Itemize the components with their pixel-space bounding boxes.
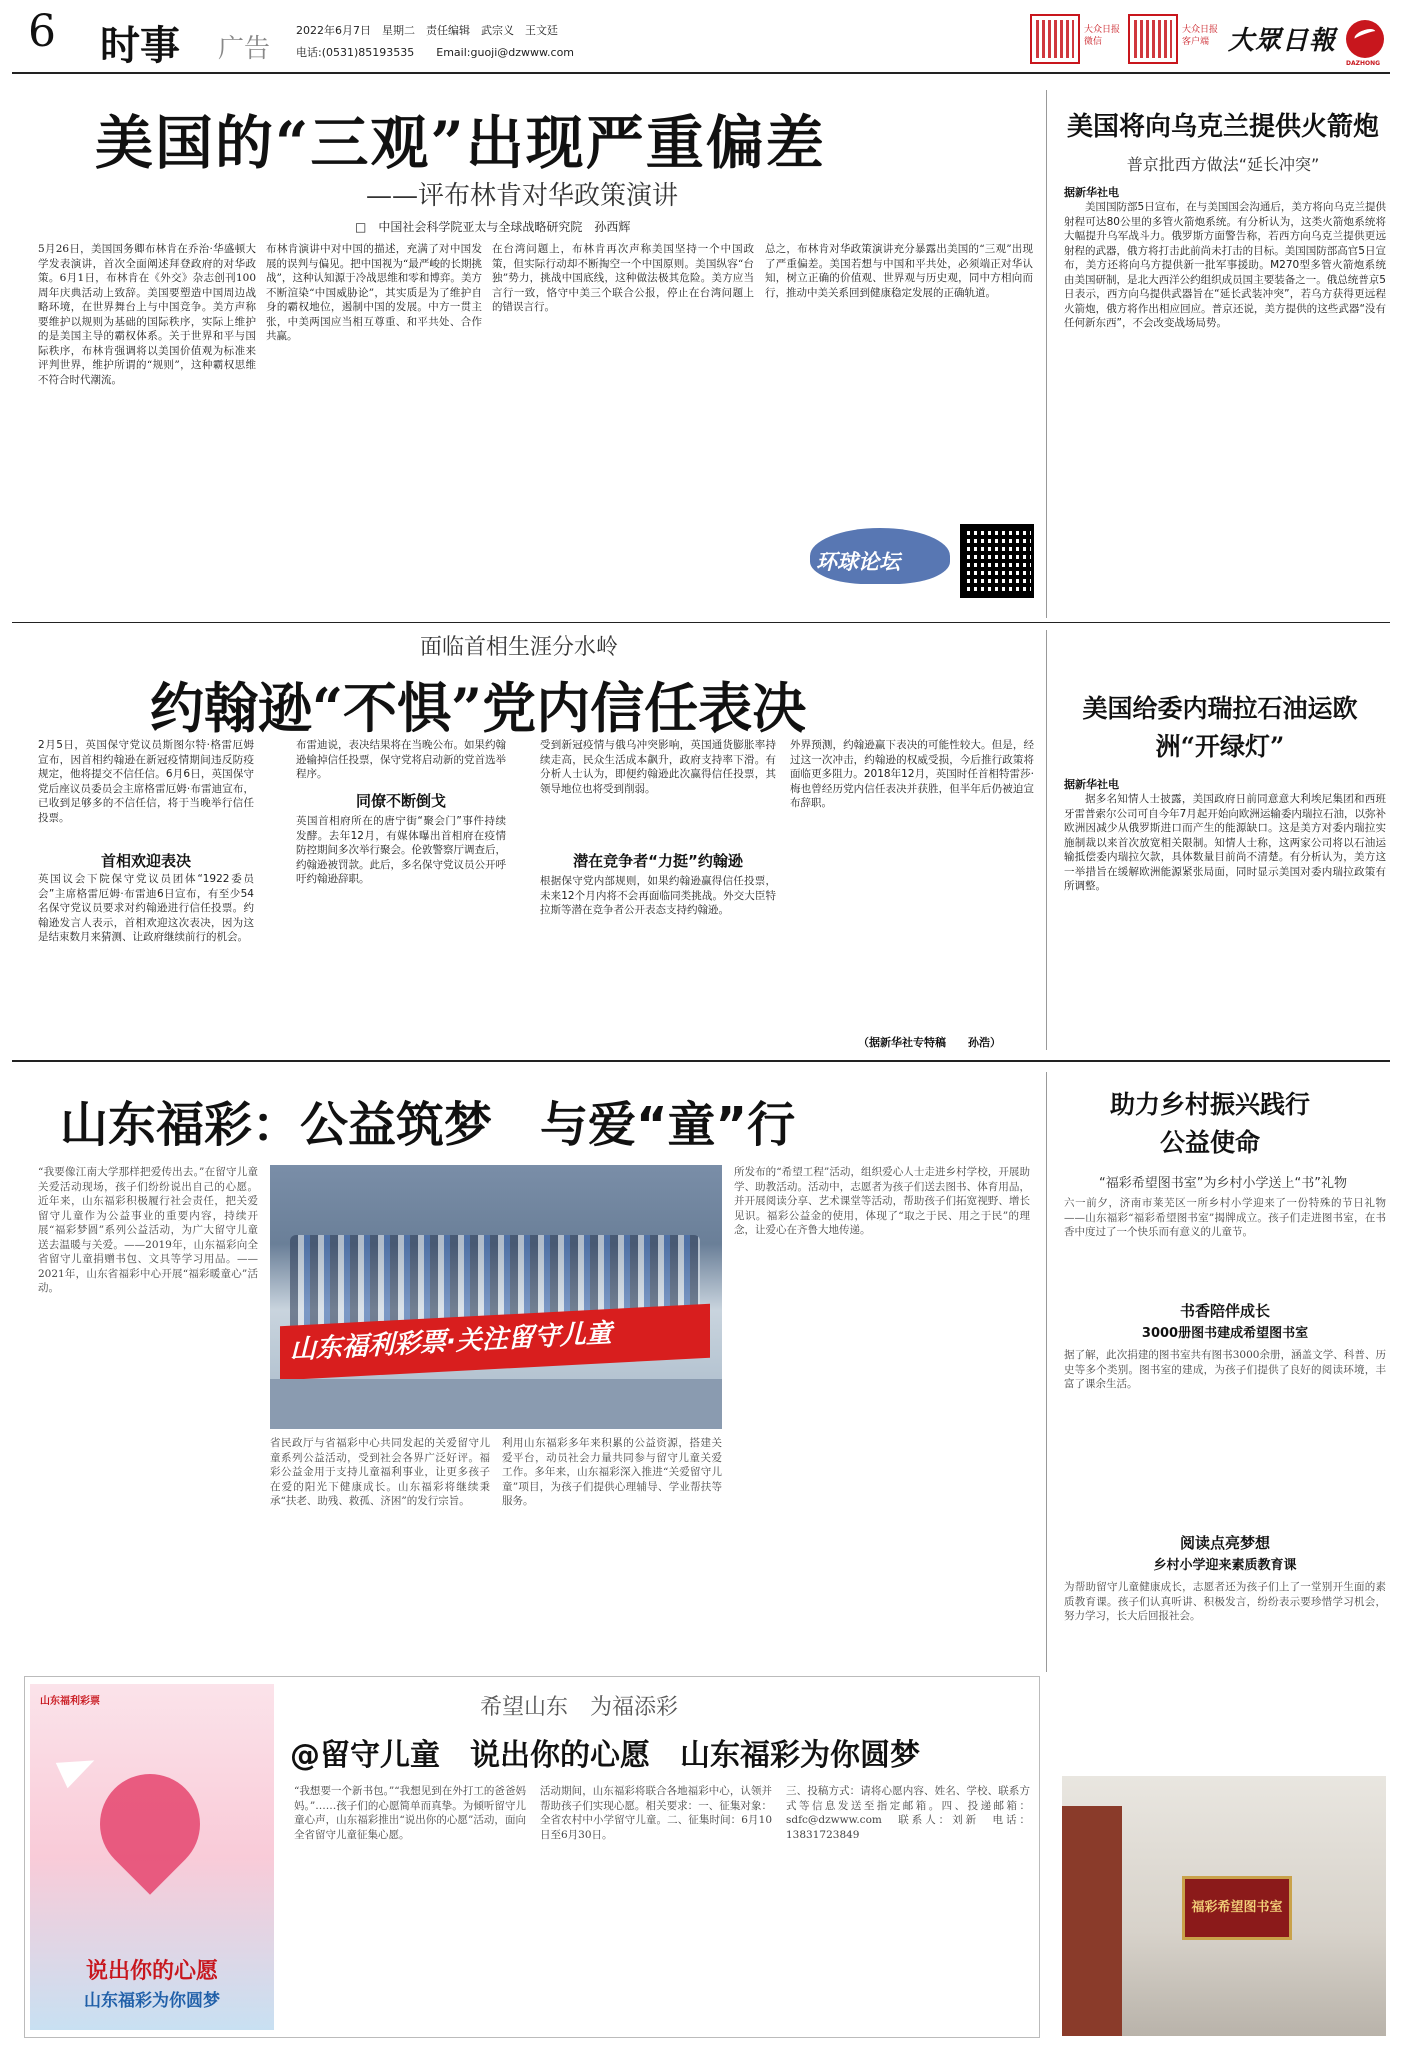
lead-headline: 美国的“三观”出现严重偏差 <box>95 109 826 177</box>
right3-subhead-2b: 乡村小学迎来素质教育课 <box>1153 1558 1297 1573</box>
johnson-headline: 约翰逊“不惧”党内信任表决 <box>150 676 807 740</box>
johnson-kicker: 面临首相生涯分水岭 <box>420 635 619 660</box>
promo-column-2: 活动期间，山东福彩将联合各地福彩中心，认领并帮助孩子们实现心愿。相关要求：一、征集对象：全省农村中小学留守儿童。二、征集时间：6月10日至6月30日。 <box>540 1785 772 1841</box>
johnson-column-3b: 根据保守党内部规则，如果约翰逊赢得信任投票，未来12个月内将不会再面临同类挑战。外交大臣特拉斯等潜在竞争者公开表态支持约翰逊。 <box>540 875 776 916</box>
lead-byline: □ 中国社会科学院亚太与全球战略研究院 孙西辉 <box>355 220 631 234</box>
dateline: 2022年6月7日 星期二 责任编辑 武宗义 王文廷 <box>296 24 558 37</box>
lead-column-3: 在台湾问题上，布林肯再次声称美国坚持一个中国政策，但实际行动却不断掏空一个中国原则。美国纵容“台独”势力，挑战中国底线，这种做法极其危险。美方应当言行一致，恪守中美三个联合公报，停止在台湾问题上的错误言行。 <box>492 243 754 313</box>
promo-column-3: 三、投稿方式：请将心愿内容、姓名、学校、联系方式等信息发送至指定邮箱。四、投递邮箱：sdfc@dzwww.com 联系人：刘新 电话：13831723849 <box>786 1785 1030 1841</box>
page-number: 6 <box>28 6 56 57</box>
right1-subtitle: 普京批西方做法“延长冲突” <box>1126 155 1320 174</box>
promo-headline: @留守儿童 说出你的心愿 山东福彩为你圆梦 <box>290 1738 920 1773</box>
lottery-column-1: “我要像江南大学那样把爱传出去。”在留守儿童关爱活动现场，孩子们纷纷说出自己的心愿。近年来，山东福彩积极履行社会责任，把关爱留守儿童作为公益事业的重要内容，持续开展“福彩梦圆”系列公益活动，为广大留守儿童送去温暖与关爱。——2019年，山东福彩向全省留守儿童捐赠书包、文具等学习用品。——2021年，山东省福彩中心开展“福彩暖童心”活动。 <box>38 1166 258 1294</box>
heart-icon <box>79 1753 220 1894</box>
divider-1 <box>12 622 1390 623</box>
lead-column-1: 5月26日，美国国务卿布林肯在乔治·华盛顿大学发表演讲，首次全面阐述拜登政府的对华政策。6月1日，布林肯在《外交》杂志创刊100周年庆典活动上致辞。美国要塑造中国周边战略环境，在世界舞台上与中国竞争。美方声称要维护以规则为基础的国际秩序，实际上维护的是美国主导的霸权体系。关于世界和平与国际秩序，布林肯强调将以美国价值观为标准来评判世界，维护所谓的“规则”，这种霸权思维不符合时代潮流。 <box>38 243 256 386</box>
right3-headline: 助力乡村振兴践行公益使命 <box>1109 1090 1310 1157</box>
contact-line: 电话:(0531)85193535 Email:guoji@dzwww.com <box>296 46 575 59</box>
lottery-right-divider <box>1046 1072 1047 1672</box>
right1-body: 美国国防部5日宣布，在与美国国会沟通后，美方将向乌克兰提供射程可达80公里的多管火箭炮系统。有分析认为，这类火箭炮系统将大幅提升乌军战斗力。俄罗斯方面警告称，若西方向乌克兰提供更远射程的武器，俄方将打击此前尚未打击的目标。美国国防部高官5日宣布，美方还将向乌方提供新一批军事援助。M270型多管火箭炮系统由美国研制，是北大西洋公约组织成员国主要装备之一。俄总统普京5日表示，西方向乌提供武器旨在“延长武装冲突”，若乌方获得更远程火箭炮，俄方将作出相应回应。普京还说，美方提供的这些武器“没有任何新东西”，不会改变战场局势。 <box>1064 201 1386 329</box>
lead-column-4: 总之，布林肯对华政策演讲充分暴露出美国的“三观”出现了严重偏差。美国若想与中国和平共处，必须端正对华认知，树立正确的价值观、世界观与历史观，同中方相向而行，推动中美关系回到健康稳定发展的正确轨道。 <box>765 243 1033 299</box>
masthead-rule <box>12 72 1390 74</box>
right3-subtitle: “福彩希望图书室”为乡村小学送上“书”礼物 <box>1099 1176 1347 1191</box>
right2-dateline: 据新华社电 <box>1064 778 1119 791</box>
promo-poster <box>30 1684 274 2030</box>
right3-subhead-1b: 3000册图书建成希望图书室 <box>1141 1326 1309 1341</box>
section-title: 时事 <box>100 22 180 69</box>
johnson-column-2b: 英国首相府所在的唐宁街“聚会门”事件持续发酵。去年12月，有媒体曝出首相府在疫情防控期间多次举行聚会。伦敦警察厅调查后，约翰逊被罚款。此后，多名保守党议员公开呼吁约翰逊辞职。 <box>296 815 506 885</box>
library-plaque-photo <box>1062 1776 1386 2036</box>
right3-body-3: 为帮助留守儿童健康成长，志愿者还为孩子们上了一堂别开生面的素质教育课。孩子们认真听讲、积极发言，纷纷表示要珍惜学习机会，努力学习，长大后回报社会。 <box>1064 1581 1386 1622</box>
logo-emblem-icon <box>1346 20 1384 58</box>
johnson-column-1: 2月5日，英国保守党议员斯图尔特·格雷厄姆宣布，因首相约翰逊在新冠疫情期间违反防疫规定，他将提交不信任信。6月6日，英国保守党后座议员委员会主席格雷厄姆·布雷迪宣布，已收到足够多的不信任信，将于当晚举行信任投票。 <box>38 739 254 824</box>
lottery-column-2: 省民政厅与省福彩中心共同发起的关爱留守儿童系列公益活动，受到社会各界广泛好评。福彩公益金用于支持儿童福利事业，让更多孩子在爱的阳光下健康成长。山东福彩将继续秉承“扶老、助残、救孤、济困”的发行宗旨。 <box>270 1437 490 1507</box>
qr-code-wechat[interactable] <box>1030 14 1080 64</box>
right3-subhead-2: 阅读点亮梦想 <box>1179 1534 1270 1552</box>
qr-code-app[interactable] <box>1128 14 1178 64</box>
lottery-photo <box>270 1165 722 1429</box>
right1-headline: 美国将向乌克兰提供火箭炮 <box>1066 112 1379 142</box>
lead-subtitle: ——评布林肯对华政策演讲 <box>366 181 679 211</box>
promo-poster-line-1: 说出你的心愿 <box>85 1958 218 1984</box>
johnson-subhead-3: 潜在竞争者“力挺”约翰逊 <box>573 852 743 870</box>
lead-column-2: 布林肯演讲中对中国的描述，充满了对中国发展的误判与偏见。把中国视为“最严峻的长期挑战”，这种认知源于冷战思维和零和博弈。美方不断渲染“中国威胁论”，其实质是为了维护自身的霸权地位，遏制中国的发展。中方一贯主张，中美两国应当相互尊重、和平共处、合作共赢。 <box>266 243 482 342</box>
promo-kicker: 希望山东 为福添彩 <box>480 1695 679 1720</box>
logo-subtitle: DAZHONG <box>1346 60 1381 67</box>
masthead <box>0 0 1401 70</box>
promo-poster-line-2: 山东福彩为你圆梦 <box>84 1991 220 2011</box>
johnson-column-1b: 英国议会下院保守党议员团体“1922委员会”主席格雷厄姆·布雷迪6日宣布，有至少54名保守党议员要求对约翰逊进行信任投票。约翰逊发言人表示，首相欢迎这次表决，因为这是结束数月来猜测、让政府继续前行的机会。 <box>38 873 254 943</box>
johnson-subhead-2: 同僚不断倒戈 <box>355 792 446 810</box>
lead-right-divider <box>1046 90 1047 618</box>
promo-logo: 山东福利彩票 <box>40 1696 100 1707</box>
right1-dateline: 据新华社电 <box>1064 186 1119 199</box>
forum-qr-code[interactable] <box>960 524 1034 598</box>
photo-door <box>1062 1806 1122 2036</box>
right2-body: 据多名知情人士披露，美国政府日前同意意大利埃尼集团和西班牙雷普索尔公司可自今年7月起开始向欧洲运输委内瑞拉石油，以弥补欧洲因减少从俄罗斯进口而产生的能源缺口。这是美方对委内瑞拉实施制裁以来首次放宽相关限制。知情人士称，这两家公司将以石油运输抵偿委内瑞拉欠款，具体数量目前尚不清楚。有分析认为，美方这一举措旨在缓解欧洲能源紧张局面，同时显示美国对委内瑞拉政策有所调整。 <box>1064 793 1386 892</box>
right2-headline: 美国给委内瑞拉石油运欧洲“开绿灯” <box>1082 694 1358 761</box>
photo-banner-text: 山东福利彩票·关注留守儿童 <box>290 1318 612 1366</box>
newspaper-logo: 大眾日報 <box>1228 26 1337 56</box>
lottery-column-3: 所发布的“希望工程”活动，组织爱心人士走进乡村学校，开展助学、助教活动。活动中，志愿者为孩子们送去图书、体育用品，并开展阅读分享、艺术课堂等活动，帮助孩子们拓宽视野、增长见识。福彩公益金的使用，体现了“取之于民、用之于民”的理念，让爱心在齐鲁大地传递。 <box>734 1166 1030 1236</box>
right3-body-1: 六一前夕，济南市莱芜区一所乡村小学迎来了一份特殊的节日礼物——山东福彩“福彩希望图书室”揭牌成立。孩子们走进图书室，在书香中度过了一个快乐而有意义的儿童节。 <box>1064 1197 1386 1238</box>
forum-badge-label: 环球论坛 <box>816 549 900 574</box>
qr-caption-app: 大众日报 客户端 <box>1182 25 1219 47</box>
qr-caption-wechat: 大众日报 微信 <box>1084 25 1121 47</box>
lottery-column-4: 利用山东福彩多年来积累的公益资源，搭建关爱平台，动员社会力量共同参与留守儿童关爱工作。多年来，山东福彩深入推进“关爱留守儿童”项目，为孩子们提供心理辅导、学业帮扶等服务。 <box>502 1437 722 1507</box>
section-ad-label: 广告 <box>218 34 271 64</box>
paper-plane-icon <box>56 1748 100 1789</box>
globe-forum-badge <box>810 520 952 606</box>
section2-right-divider <box>1046 630 1047 1050</box>
johnson-column-3: 受到新冠疫情与俄乌冲突影响，英国通货膨胀率持续走高，民众生活成本飙升，政府支持率下滑。有分析人士认为，即便约翰逊此次赢得信任投票，其领导地位也将受到削弱。 <box>540 739 776 795</box>
lottery-headline: 山东福彩：公益筑梦 与爱“童”行 <box>60 1097 796 1153</box>
johnson-column-4: 外界预测，约翰逊赢下表决的可能性较大。但是，经过这一次冲击，约翰逊的权威受损，今后推行政策将面临更多阻力。2018年12月，英国时任首相特雷莎·梅也曾经历党内信任表决并获胜，但半年后仍被迫宣布辞职。 <box>790 739 1034 809</box>
right3-body-2: 据了解，此次捐建的图书室共有图书3000余册，涵盖文学、科普、历史等多个类别。图书室的建成，为孩子们提供了良好的阅读环境，丰富了课余生活。 <box>1064 1349 1386 1390</box>
johnson-subhead-1: 首相欢迎表决 <box>100 852 191 870</box>
divider-2 <box>12 1060 1390 1062</box>
johnson-credit: （据新华社专特稿 孙浩） <box>858 1036 1001 1049</box>
plaque-text: 福彩希望图书室 <box>1191 1900 1283 1915</box>
johnson-column-2: 布雷迪说，表决结果将在当晚公布。如果约翰逊输掉信任投票，保守党将启动新的党首选举程序。 <box>296 739 506 780</box>
photo-floor <box>270 1379 722 1429</box>
promo-column-1: “我想要一个新书包。”“我想见到在外打工的爸爸妈妈。”……孩子们的心愿简单而真挚。为倾听留守儿童心声，山东福彩推出“说出你的心愿”活动，面向全省留守儿童征集心愿。 <box>294 1785 526 1841</box>
right3-subhead-1: 书香陪伴成长 <box>1179 1302 1270 1320</box>
